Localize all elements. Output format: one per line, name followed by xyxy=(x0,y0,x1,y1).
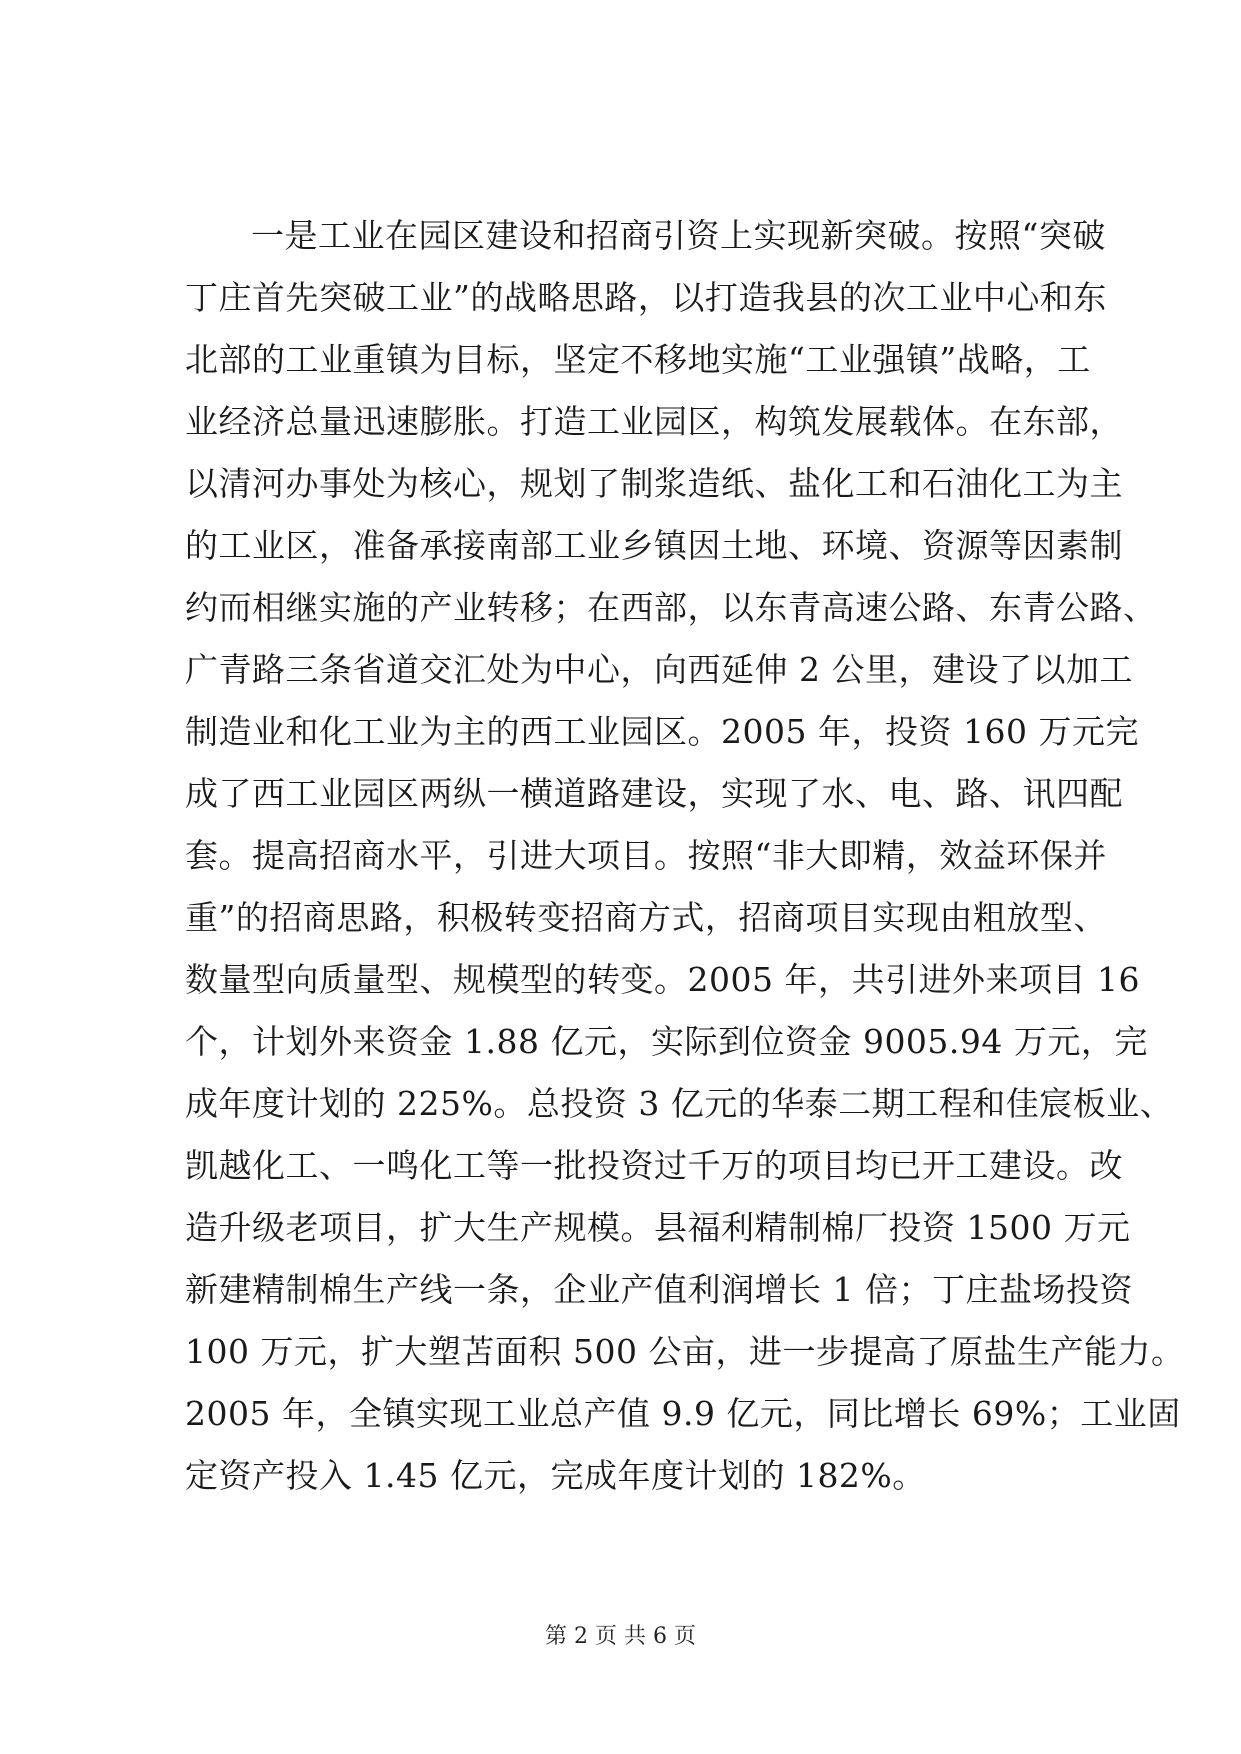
paragraph-line: 以清河办事处为核心，规划了制浆造纸、盐化工和石油化工为主 xyxy=(185,464,1123,503)
paragraph-line: 成了西工业园区两纵一横道路建设，实现了水、电、路、讯四配 xyxy=(185,774,1123,813)
paragraph-line: 的工业区，准备承接南部工业乡镇因土地、环境、资源等因素制 xyxy=(185,526,1123,565)
paragraph-line: 100 万元，扩大塑苫面积 500 公亩，进一步提高了原盐生产能力。 xyxy=(185,1332,1185,1371)
paragraph-line: 丁庄首先突破工业”的战略思路，以打造我县的次工业中心和东 xyxy=(185,278,1107,317)
paragraph-line: 新建精制棉生产线一条，企业产值利润增长 1 倍；丁庄盐场投资 xyxy=(185,1270,1133,1309)
paragraph-line: 成年度计划的 225%。总投资 3 亿元的华泰二期工程和佳宸板业、 xyxy=(185,1084,1174,1123)
paragraph-line: 套。提高招商水平，引进大项目。按照“非大即精，效益环保并 xyxy=(185,836,1107,875)
page-number-footer: 第 2 页 共 6 页 xyxy=(545,1624,696,1649)
paragraph-line: 制造业和化工业为主的西工业园区。2005 年，投资 160 万元完 xyxy=(185,712,1139,751)
paragraph-line: 2005 年，全镇实现工业总产值 9.9 亿元，同比增长 69%；工业固 xyxy=(185,1394,1181,1433)
paragraph-line: 一是工业在园区建设和招商引资上实现新突破。按照“突破 xyxy=(251,216,1106,255)
body-paragraph xyxy=(185,205,1185,1507)
paragraph-line: 凯越化工、一鸣化工等一批投资过千万的项目均已开工建设。改 xyxy=(185,1146,1123,1185)
paragraph-line: 造升级老项目，扩大生产规模。县福利精制棉厂投资 1500 万元 xyxy=(185,1208,1131,1247)
paragraph-line-last: 定资产投入 1.45 亿元，完成年度计划的 182%。 xyxy=(185,1456,926,1495)
paragraph-line: 重”的招商思路，积极转变招商方式，招商项目实现由粗放型、 xyxy=(185,898,1107,937)
paragraph-line: 北部的工业重镇为目标，坚定不移地实施“工业强镇”战略，工 xyxy=(185,340,1091,379)
paragraph-line: 个，计划外来资金 1.88 亿元，实际到位资金 9005.94 万元，完 xyxy=(185,1022,1148,1061)
paragraph-line: 数量型向质量型、规模型的转变。2005 年，共引进外来项目 16 xyxy=(185,960,1140,999)
paragraph-line: 约而相继实施的产业转移；在西部，以东青高速公路、东青公路、 xyxy=(185,588,1157,627)
paragraph-line: 广青路三条省道交汇处为中心，向西延伸 2 公里，建设了以加工 xyxy=(185,650,1133,689)
paragraph-line: 业经济总量迅速膨胀。打造工业园区，构筑发展载体。在东部， xyxy=(185,402,1123,441)
